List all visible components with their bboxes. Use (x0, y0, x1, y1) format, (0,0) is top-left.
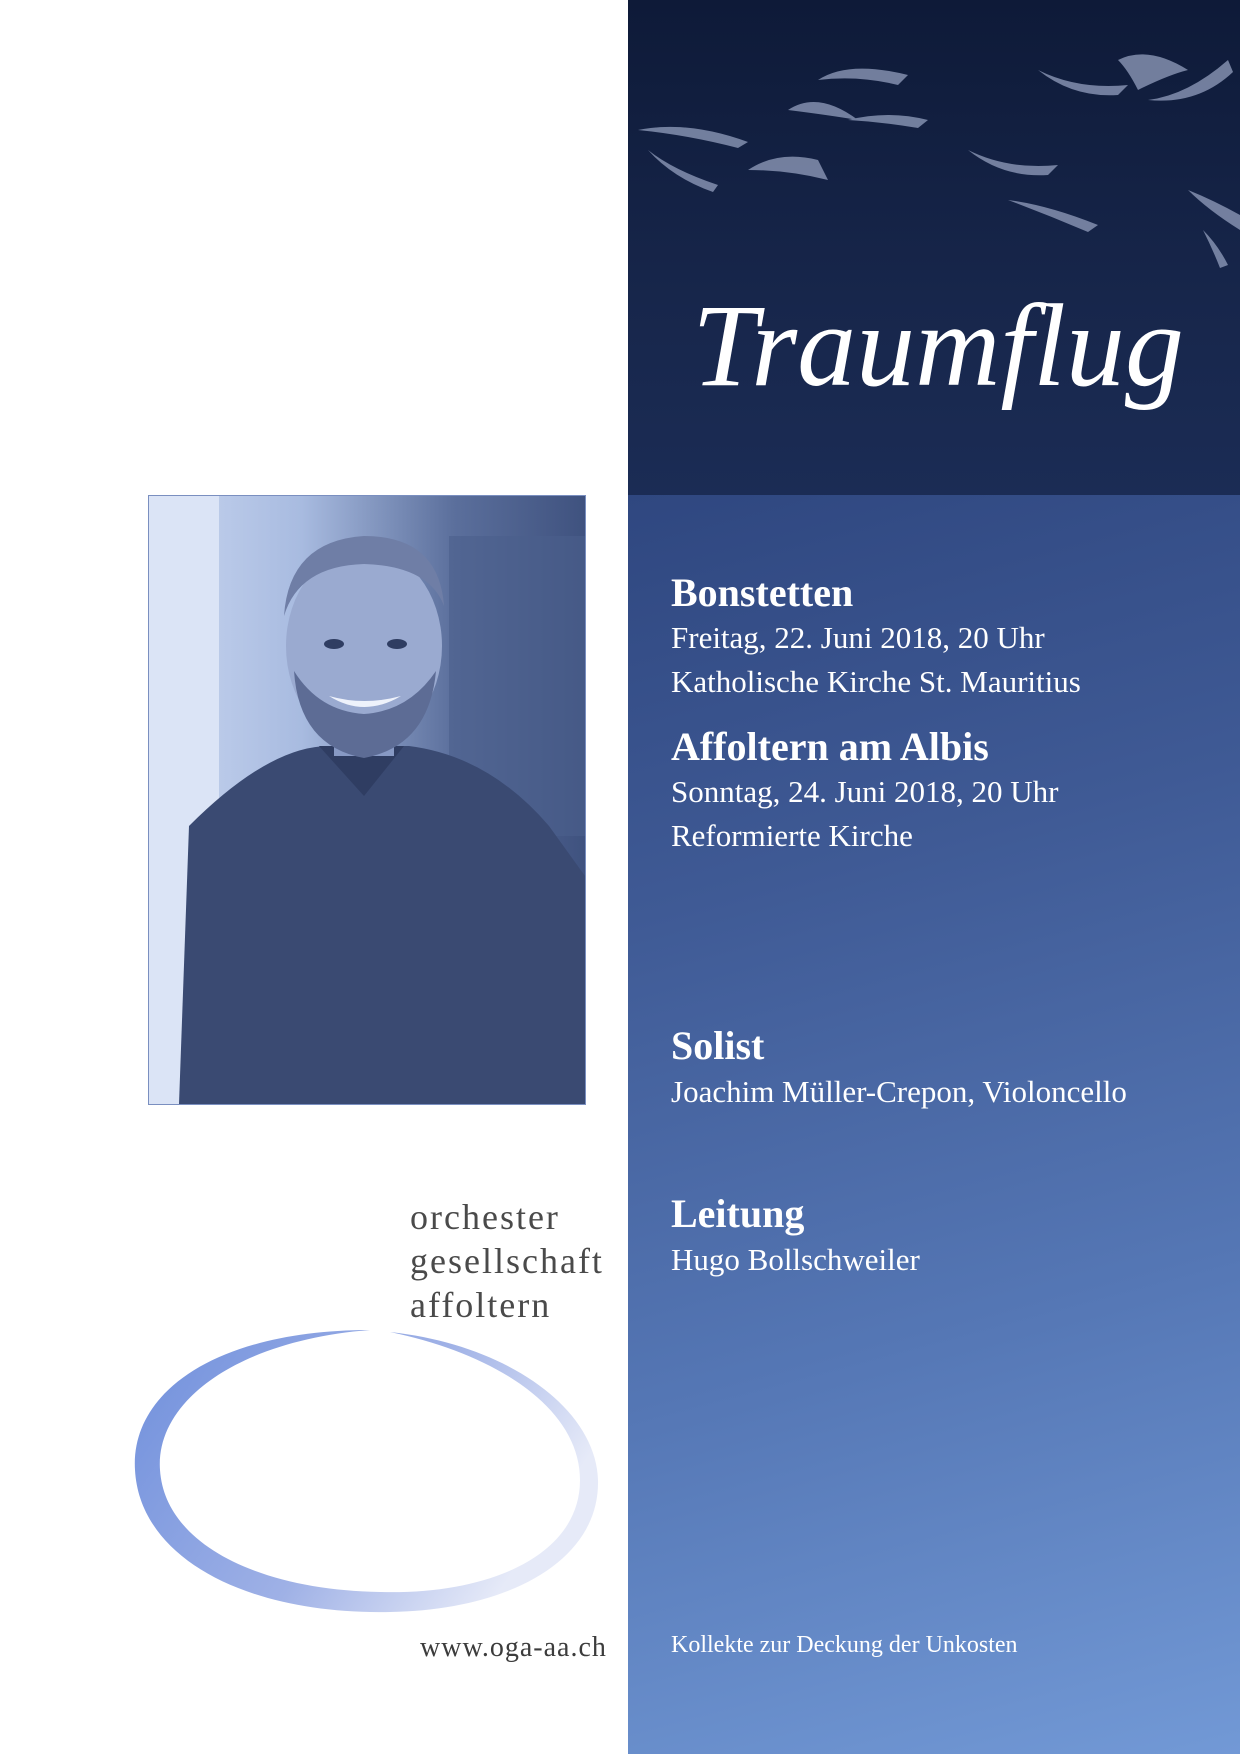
event-date: Sonntag, 24. Juni 2018, 20 Uhr (671, 774, 1059, 809)
event-list (671, 570, 1081, 878)
event-place: Affoltern am Albis (671, 724, 989, 769)
logo-ring-graphic (130, 1320, 610, 1620)
conductor-heading: Leitung (671, 1191, 805, 1236)
right-column (628, 0, 1240, 1754)
flying-cranes-illustration (628, 0, 1240, 280)
soloist-photo (148, 495, 586, 1105)
event-location: Katholische Kirche St. Mauritius (671, 664, 1081, 699)
org-line-1: orchester (410, 1197, 560, 1237)
concert-title: Traumflug (692, 280, 1184, 411)
event-date: Freitag, 22. Juni 2018, 20 Uhr (671, 620, 1045, 655)
soloist-name: Joachim Müller-Crepon, Violoncello (671, 1074, 1127, 1109)
header-band (628, 0, 1240, 495)
soloist-heading: Solist (671, 1023, 765, 1068)
event-location: Reformierte Kirche (671, 818, 913, 853)
conductor-section (671, 1190, 920, 1282)
event-item (671, 570, 1081, 704)
organization-name (410, 1195, 604, 1327)
org-line-3: affoltern (410, 1285, 552, 1325)
collection-note: Kollekte zur Deckung der Unkosten (671, 1632, 1018, 1658)
conductor-name: Hugo Bollschweiler (671, 1242, 920, 1277)
title-graphic (648, 250, 1228, 450)
org-line-2: gesellschaft (410, 1241, 604, 1281)
event-item (671, 724, 1081, 858)
website-link[interactable]: www.oga-aa.ch (420, 1632, 607, 1663)
soloist-section (671, 1022, 1127, 1114)
event-place: Bonstetten (671, 570, 854, 615)
